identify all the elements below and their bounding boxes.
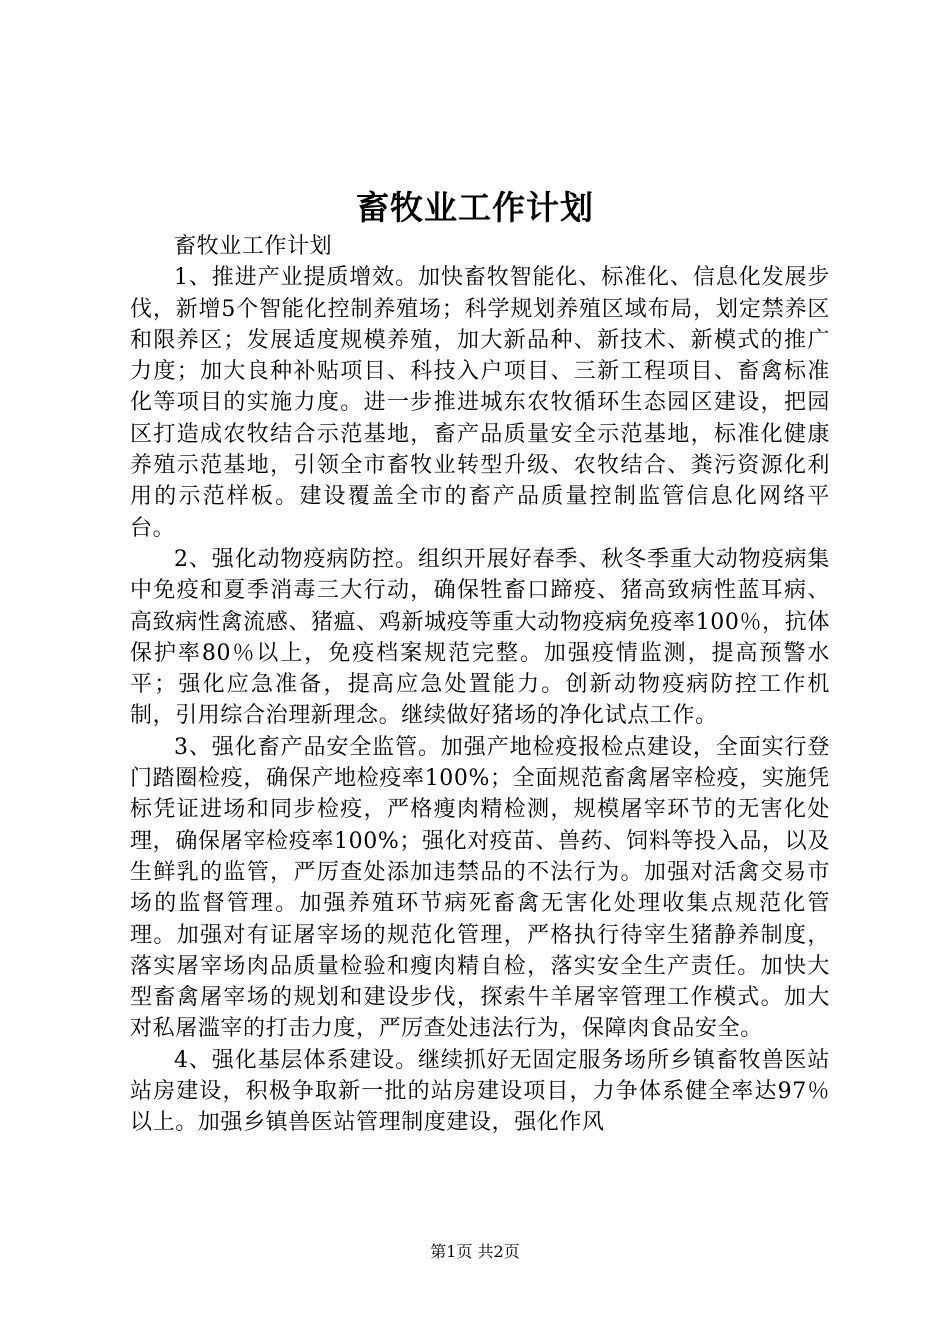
paragraph-4: 4、强化基层体系建设。继续抓好无固定服务场所乡镇畜牧兽医站站房建设，积极争取新一批的站房建设项目，力争体系健全率达97％以上。加强乡镇兽医站管理制度建设，强化作风 bbox=[130, 1047, 830, 1136]
document-body bbox=[130, 231, 830, 1139]
paragraph-3: 3、强化畜产品安全监管。加强产地检疫报检点建设，全面实行登门踏圈检疫，确保产地检疫率100%；全面规范畜禽屠宰检疫，实施凭标凭证进场和同步检疫，严格瘦肉精检测，规模屠宰环节的无害化处理，确保屠宰检疫率100%；强化对疫苗、兽药、饲料等投入品，以及生鲜乳的监管，严厉查处添加违禁品的不法行为。加强对活禽交易市场的监督管理。加强养殖环节病死畜禽无害化处理收集点规范化管理。加强对有证屠宰场的规范化管理，严格执行待宰生猪静养制度，落实屠宰场肉品质量检验和瘦肉精自检，落实安全生产责任。加快大型畜禽屠宰场的规划和建设步伐，探索牛羊屠宰管理工作模式。加大对私屠滥宰的打击力度，严厉查处违法行为，保障肉食品安全。 bbox=[130, 734, 830, 1042]
page-footer: 第1页 共2页 bbox=[430, 1242, 520, 1261]
paragraph-2: 2、强化动物疫病防控。组织开展好春季、秋冬季重大动物疫病集中免疫和夏季消毒三大行动，确保牲畜口蹄疫、猪高致病性蓝耳病、高致病性禽流感、猪瘟、鸡新城疫等重大动物疫病免疫率100％，抗体保护率80％以上，免疫档案规范完整。加强疫情监测，提高预警水平；强化应急准备，提高应急处置能力。创新动物疫病防控工作机制，引用综合治理新理念。继续做好猪场的净化试点工作。 bbox=[130, 546, 830, 729]
paragraph-1: 1、推进产业提质增效。加快畜牧智能化、标准化、信息化发展步伐，新增5个智能化控制养殖场；科学规划养殖区域布局，划定禁养区和限养区；发展适度规模养殖，加大新品种、新技术、新模式的推广力度；加大良种补贴项目、科技入户项目、三新工程项目、畜禽标准化等项目的实施力度。进一步推进城东农牧循环生态园区建设，把园区打造成农牧结合示范基地，畜产品质量安全示范基地，标准化健康养殖示范基地，引领全市畜牧业转型升级、农牧结合、粪污资源化利用的示范样板。建设覆盖全市的畜产品质量控制监管信息化网络平台。 bbox=[130, 265, 830, 541]
document-title: 畜牧业工作计划 bbox=[356, 188, 594, 227]
document-subtitle: 畜牧业工作计划 bbox=[174, 234, 333, 259]
